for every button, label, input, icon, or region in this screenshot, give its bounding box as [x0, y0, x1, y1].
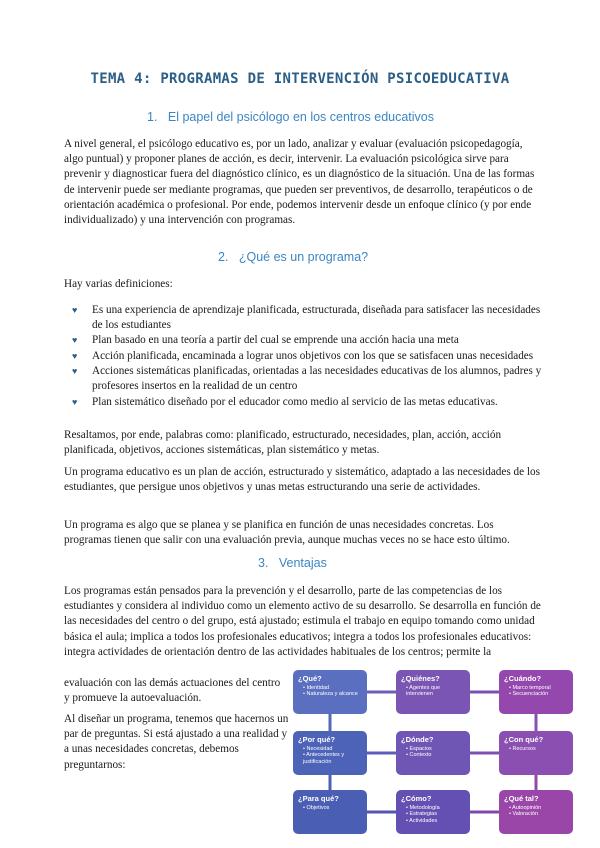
diagram-box-title: ¿Para qué?	[298, 794, 339, 803]
diagram-box-title: ¿Dónde?	[401, 735, 434, 744]
heart-bullet-icon: ♥	[72, 350, 78, 361]
diagram-box-item: • Metodología	[406, 805, 465, 811]
paragraph: Un programa educativo es un plan de acción, estructurado y sistemático, adaptado a las necesidades de los estudiantes, que persigue unos objetivos y unas metas estructurando una serie de actividades.	[64, 466, 540, 494]
diagram-box-item: • Actividades	[406, 818, 465, 824]
section-title: ¿Qué es un programa?	[238, 250, 369, 264]
diagram-box-title: ¿Con qué?	[504, 735, 544, 744]
diagram-box	[396, 731, 470, 775]
diagram-box	[499, 731, 573, 775]
paragraph: Hay varias definiciones:	[64, 278, 173, 290]
diagram-box-item: • Recursos	[509, 746, 568, 752]
diagram-box-item: • Antecedentes y justificación	[303, 752, 362, 765]
paragraph: Al diseñar un programa, tenemos que hacernos un par de preguntas. Si está ajustado a una realidad y a unas necesidades concretas, debemos preguntarnos:	[64, 713, 289, 771]
paragraph: evaluación con las demás actuaciones del centro y promueve la autoevaluación.	[64, 677, 281, 705]
paragraph: Resaltamos, por ende, palabras como: planificado, estructurado, necesidades, plan, acción, acción planificada, objetivos, acciones sistemáticas, plan sistemático y metas.	[64, 429, 502, 457]
section-heading-1	[147, 110, 434, 124]
diagram-box	[293, 731, 367, 775]
diagram-box	[293, 790, 367, 834]
section-number: 1.	[147, 110, 158, 124]
diagram-box-item: • Necesidad	[303, 746, 362, 752]
paragraph: Los programas están pensados para la prevención y el desarrollo, parte de las competencias de los estudiantes y considera al individuo como un elemento activo de su desarrollo. Se desarrolla en función de las necesidades del centro o del grupo, está ajustado; estimula el trabajo en equipo tomando como unidad básica el aula; implica a todos los profesionales educativos; integra a todos los profesionales educativos: integra actividades de orientación dentro de las actividades habituales de los centros; permite la	[64, 585, 541, 658]
section-number: 3.	[258, 556, 269, 570]
diagram-box-item: • Espacios	[406, 746, 465, 752]
diagram-box-items	[504, 685, 568, 698]
paragraph: A nivel general, el psicólogo educativo es, por un lado, analizar y evaluar (evaluación psicopedagogía, algo puntual) y proponer planes de acción, es decir, intervenir. La evaluación psicológica sirve para prevenir y diagnosticar fuera del diagnóstico clínico, es un diagnóstico de la situación. Una de las formas de intervenir puede ser mediante programas, que pueden ser preventivos, de desarrollo, terapéuticos o de orientación académica o profesional. Por ende, podemos intervenir desde un enfoque clínico (y por ende individualizado) y una intervención con programas.	[64, 138, 535, 227]
diagram-box-item: • Naturaleza y alcance	[303, 691, 362, 697]
diagram-box-title: ¿Por qué?	[298, 735, 336, 744]
diagram-box-items	[401, 746, 465, 759]
list-item: ♥ Plan basado en una teoría a partir del cual se emprende una acción hacia una meta	[72, 334, 459, 347]
list-item: ♥ Acciones sistemáticas planificadas, orientadas a las necesidades educativas de los alumnos, padres y profesores insertos en la realidad de un centro	[72, 365, 542, 392]
diagram-box-title: ¿Cuándo?	[504, 674, 542, 683]
list-item: ♥ Plan sistemático diseñado por el educador como medio al servicio de las metas educativas.	[72, 395, 498, 408]
diagram-box-items	[401, 805, 465, 824]
heart-bullet-icon: ♥	[72, 305, 78, 315]
section-number: 2.	[218, 250, 229, 264]
list-item: ♥ Acción planificada, encaminada a lograr unos objetivos con los que se satisfacen unas necesidades	[72, 349, 534, 362]
diagram-box-item: • Secuenciación	[509, 691, 568, 697]
heart-bullet-icon: ♥	[72, 335, 78, 346]
diagram-box-title: ¿Quiénes?	[401, 674, 440, 683]
diagram-box-item: • Identidad	[303, 685, 362, 691]
program-questions-diagram	[293, 670, 573, 836]
diagram-box-items	[401, 685, 465, 698]
heart-bullet-icon: ♥	[72, 396, 78, 407]
page-title: TEMA 4: PROGRAMAS DE INTERVENCIÓN PSICOEDUCATIVA	[90, 71, 510, 87]
section-heading-2	[218, 250, 368, 264]
diagram-box-item: • Autoopinión	[509, 805, 568, 811]
diagram-box-items	[298, 685, 362, 698]
diagram-box-item: • Valoración	[509, 811, 568, 817]
diagram-box-item: • Contexto	[406, 752, 465, 758]
diagram-box	[396, 670, 470, 714]
list-item: ♥ Es una experiencia de aprendizaje planificada, estructurada, diseñada para satisfacer las necesidades de los estudiantes	[72, 304, 541, 331]
diagram-box-item: • Objetivos	[303, 805, 362, 811]
heart-bullet-icon: ♥	[72, 366, 78, 377]
definitions-list	[64, 303, 542, 410]
diagram-box	[396, 790, 470, 834]
diagram-box	[293, 670, 367, 714]
diagram-box-item: • Marco temporal	[509, 685, 568, 691]
diagram-box	[499, 790, 573, 834]
paragraph: Un programa es algo que se planea y se planifica en función de unas necesidades concretas. Los programas tienen que salir con una evaluación previa, aunque muchas veces no se hace esto último.	[64, 519, 510, 547]
diagram-box-items	[298, 746, 362, 765]
diagram-box	[499, 670, 573, 714]
section-heading-3	[258, 556, 327, 570]
diagram-box-items	[504, 746, 568, 752]
diagram-box-item: • Agentes que intervienen	[406, 685, 465, 698]
diagram-box-title: ¿Qué?	[298, 674, 322, 683]
section-title: Ventajas	[278, 556, 327, 570]
diagram-box-items	[298, 805, 362, 811]
diagram-box-title: ¿Cómo?	[401, 794, 432, 803]
section-title: El papel del psicólogo en los centros educativos	[167, 110, 434, 124]
diagram-box-items	[504, 805, 568, 818]
diagram-box-item: • Estrategias	[406, 811, 465, 817]
diagram-box-title: ¿Qué tal?	[504, 794, 539, 803]
